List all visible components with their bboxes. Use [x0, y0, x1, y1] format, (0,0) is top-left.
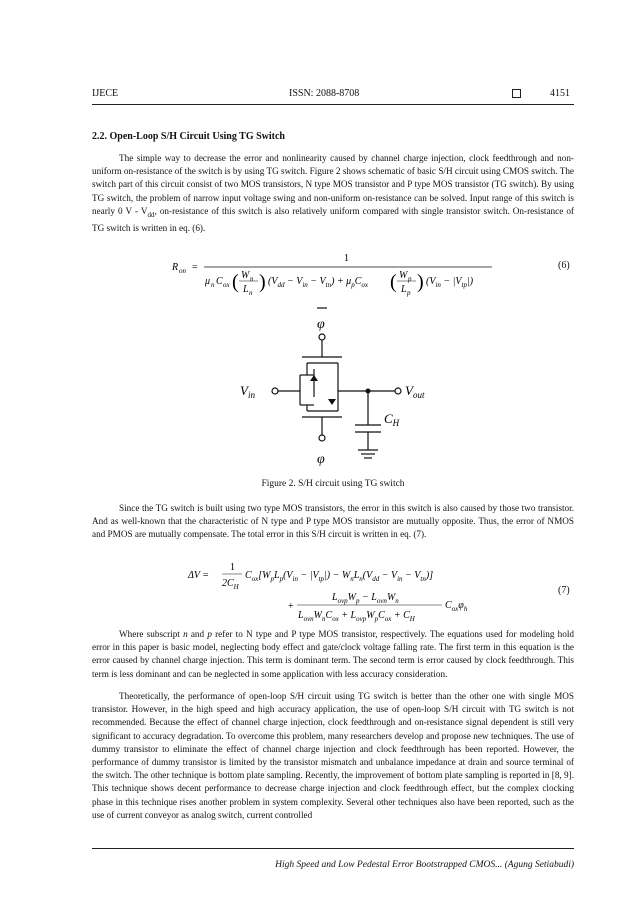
svg-text:W: W: [399, 270, 408, 281]
svg-text:=: =: [192, 262, 198, 273]
svg-text:μ: μ: [205, 276, 211, 287]
svg-text:1: 1: [344, 253, 349, 264]
svg-text:p: p: [407, 289, 411, 297]
footer-text: High Speed and Low Pedestal Error Bootstrapped CMOS... (Agung Setiabudi): [275, 860, 574, 870]
svg-text:): ): [259, 271, 266, 293]
checkbox-icon: [512, 88, 521, 99]
svg-text:n: n: [250, 275, 254, 283]
svg-text:2CH: $2C_H$: [222, 578, 239, 591]
ch-label: $C_H$: [384, 411, 400, 428]
issn: ISSN: 2088-8708: [289, 88, 360, 99]
figure-caption: Figure 2. S/H circuit using TG switch: [261, 479, 405, 489]
journal-name: IJECE: [92, 88, 119, 99]
svg-text:n: n: [249, 289, 253, 297]
svg-text:(: (: [390, 271, 397, 293]
page-number: 4151: [550, 88, 570, 99]
svg-text:1: 1: [230, 562, 235, 573]
header-rule: [92, 104, 574, 105]
svg-text:ox: ox: [223, 281, 230, 289]
svg-text:Cox[WpLp(Vin − |Vtp|) − WnLn(V: $C_{ox}[W_pL_p(V_{in} - |V_{tp}|) - W_nL_n(V_{dd} - V_{in} - V_{tn})]$: [245, 570, 434, 583]
paragraph-3: Where subscript n and p refer to N type and P type MOS transistor, respectively. The equations used for modeling hold error in this paper is basic model, neglecting body effect and gate/clock voltage falling rate. The first term in this equation is the error caused by channel charge injection. This term is dominant term. The second term is error caused by clock feedthrough. This term is less dominant and can be neglected in some application with less accuracy consideration.: [92, 629, 574, 679]
sh-circuit-diagram: [220, 305, 440, 475]
paragraph-2: Since the TG switch is built using two type MOS transistors, the error in this switch is also caused by those two transistor. And as well-known that the characteristic of N type and P type MOS transistor are mutually opposite. Thus, the error of NMOS and PMOS are mutually compensate. The total error in this S/H circuit is written in eq. (7).: [92, 503, 574, 540]
equation-6: [92, 248, 574, 298]
paragraph-4: Theoretically, the performance of open-loop S/H circuit using TG switch is better than the other one with single MOS transistor. However, in the high speed and high accuracy application, the use of open-loop S/H circuit with TG switch is not recommended. Because the effect of channel charge injection, clock feedthrough and on-resistance signal dependent is still very significant to accuracy degradation. To overcome this problem, many researchers develop and propose new techniques. The use of dummy transistor to eliminate the effect of channel charge injection and clock feedthrough has been reported. However, the performance of dummy transistor is limited by the transistor mismatch and unbalance impedance at drain and source terminal of the switch. The other technique is bottom plate sampling. Recently, the improvement of bottom plate sampling is reported in [8, 9]. This technique shows decent performance to decrease charge injection and clock feedthrough effect, but the complex clocking phase in this technique rises another problem in system complexity. Several other techniques also have been reported, such as the use of current conveyor as analog switch, current controlled: [92, 691, 574, 820]
svg-text:L: L: [243, 284, 249, 295]
svg-text:LovnWnCox + LovpWpCox + CH: $L_{ovn}W_nC_{ox} + L_{ovp}W_pC_{ox} + C_H$: [298, 610, 415, 623]
svg-text:+: +: [288, 601, 294, 612]
svg-text:on: on: [179, 267, 186, 275]
svg-text:Coxφh: $C_{ox}\varphi_h$: [445, 600, 468, 613]
svg-text:ΔV =: ΔV =: [188, 570, 210, 581]
equation-7: [92, 560, 574, 626]
svg-text:LovpWp − LovnWn: $L_{ovp}W_p - L_{ovn}W_n$: [332, 592, 399, 605]
phi-label: φ: [317, 452, 325, 467]
svg-text:W: W: [241, 270, 250, 281]
vout-label: $V_{out}$: [405, 383, 425, 400]
svg-text:n: n: [211, 281, 215, 289]
eq6-number: (6): [558, 260, 570, 271]
svg-text:(Vdd − Vin − Vtn) + μpCox: $(V_{dd} - V_{in} - V_{tn}) + \mu_pC_{ox}$: [268, 276, 368, 289]
eq6-lhs: R: [172, 262, 179, 273]
phi-bar-label: φ: [317, 317, 325, 332]
svg-text:(: (: [232, 271, 239, 293]
vin-label: $V_{in}$: [240, 383, 255, 400]
paragraph-1: The simple way to decrease the error and nonlinearity caused by channel charge injection, clock feedthrough and non-uniform on-resistance of the switch is by using TG switch. Figure 2 shows schematic of basic S/H circuit using CMOS switch. The switch part of this circuit consist of two MOS transistors, N type MOS transistor and P type MOS transistor (TG switch). By using TG switch, the problem of narrow input voltage swing and non-uniform on-resistance can be solved. Input range of this switch is nearly 0 V - $V_{dd}$, on-resistance of this switch is also relatively uniform compared with single transistor switch. On-resistance of TG switch is written in eq. (6).: [92, 153, 574, 233]
svg-text:p: p: [408, 275, 412, 283]
svg-text:): ): [417, 271, 424, 293]
svg-text:(Vin − |Vtp|): $(V_{in} - |V_{tp}|)$: [426, 276, 474, 289]
svg-text:C: C: [216, 276, 223, 287]
footer-rule: [92, 848, 574, 849]
eq7-number: (7): [558, 585, 570, 596]
section-title: 2.2. Open-Loop S/H Circuit Using TG Switch: [92, 131, 285, 142]
svg-text:L: L: [401, 284, 407, 295]
